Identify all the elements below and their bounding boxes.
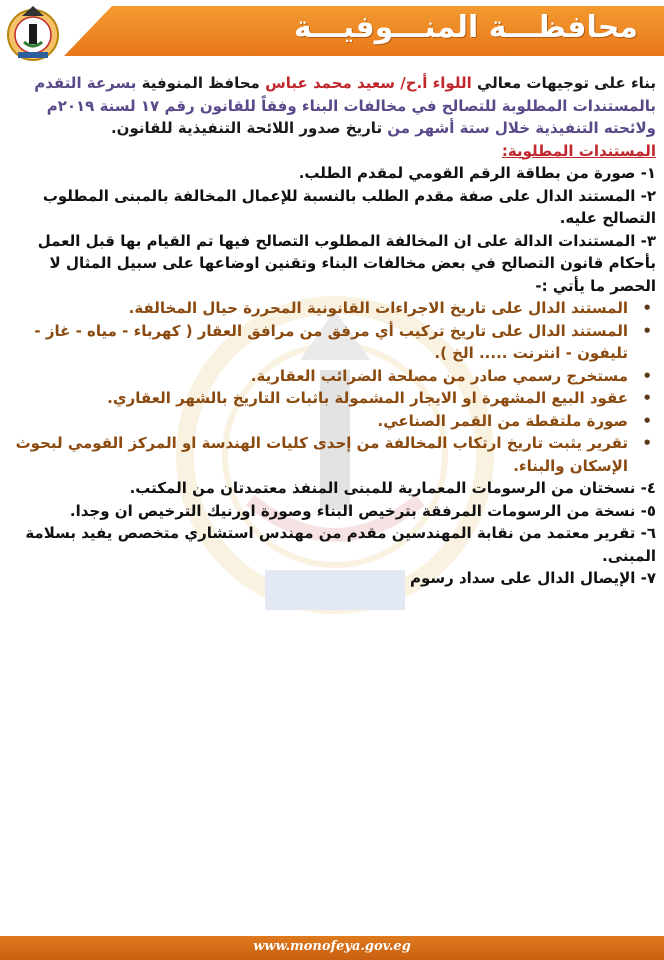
list-item-6: ٦- تقرير معتمد من نقابة المهندسين مقدم من مهندس استشاري متخصص يفيد بسلامة المبنى. <box>25 524 656 565</box>
list-item-2: ٢- المستند الدال على صفة مقدم الطلب بالنسبة للإعمال المخالفة بالمبنى المطلوب التصالح عليه. <box>42 186 656 227</box>
governorate-emblem-icon <box>4 2 62 64</box>
intro-text-1: بناء على توجيهات معالي <box>471 74 656 92</box>
footer-bar <box>0 936 664 960</box>
bullet-item: • عقود البيع المشهرة او الايجار المشمولة باثبات التاريخ بالشهر العقاري. <box>8 387 638 410</box>
governor-name: اللواء أ.ح/ سعيد محمد عباس <box>265 74 472 92</box>
list-item-1: ١- صورة من بطاقة الرقم القومي لمقدم الطلب. <box>298 164 656 182</box>
intro-text-3: بسرعة التقدم بالمستندات المطلوبة للتصالح في مخالفات البناء وفقاً للقانون رقم ١٧ لسنة ٢٠١٩م ولائحته التنفيذية خلال ستة أشهر من <box>34 74 656 137</box>
page-title: محافظـــة المنـــوفيـــة <box>293 10 638 45</box>
intro-text-4: تاريخ صدور اللائحة التنفيذية للقانون. <box>110 119 383 137</box>
evidence-bullets <box>8 297 656 477</box>
header-bar <box>0 0 664 62</box>
intro-text-2: محافظ المنوفية <box>136 74 266 92</box>
bullet-item: • المستند الدال على تاريخ تركيب أي مرفق من مرافق العقار ( كهرباء - مياه - غاز - تليفون - انترنت ..... الخ ). <box>8 320 638 365</box>
list-item-5: ٥- نسخة من الرسومات المرفقة بترخيص البناء وصورة اورنيك الترخيص ان وجدا. <box>69 501 656 520</box>
list-item-3: ٣- المستندات الدالة على ان المخالفة المطلوب التصالح فيها تم القيام بها قبل العمل بأحكام قانون التصالح في بعض مخالفات البناء وتقنين اوضاعها على سبيل المثال لا الحصر ما يأتي :- <box>37 231 656 295</box>
website-link[interactable]: www.monofeya.gov.eg <box>253 939 411 954</box>
bullet-item: • المستند الدال على تاريخ الاجراءات القانونية المحررة حيال المخالفة. <box>8 297 638 320</box>
required-documents-heading: المستندات المطلوبة: <box>501 141 656 160</box>
main-content <box>8 72 656 590</box>
bullet-item: • تقرير يثبت تاريخ ارتكاب المخالفة من إحدى كليات الهندسة او المركز القومي لبحوث الإسكان والبناء. <box>8 432 638 477</box>
bullet-item: • مستخرج رسمي صادر من مصلحة الضرائب العقارية. <box>8 365 638 388</box>
list-item-7: ٧- الإيصال الدال على سداد رسوم <box>409 569 656 587</box>
bullet-item: • صورة ملتقطة من القمر الصناعي. <box>8 410 638 433</box>
intro-paragraph <box>8 72 656 140</box>
list-item-4: ٤- نسختان من الرسومات المعمارية للمبنى المنفذ معتمدتان من المكتب. <box>129 479 656 497</box>
